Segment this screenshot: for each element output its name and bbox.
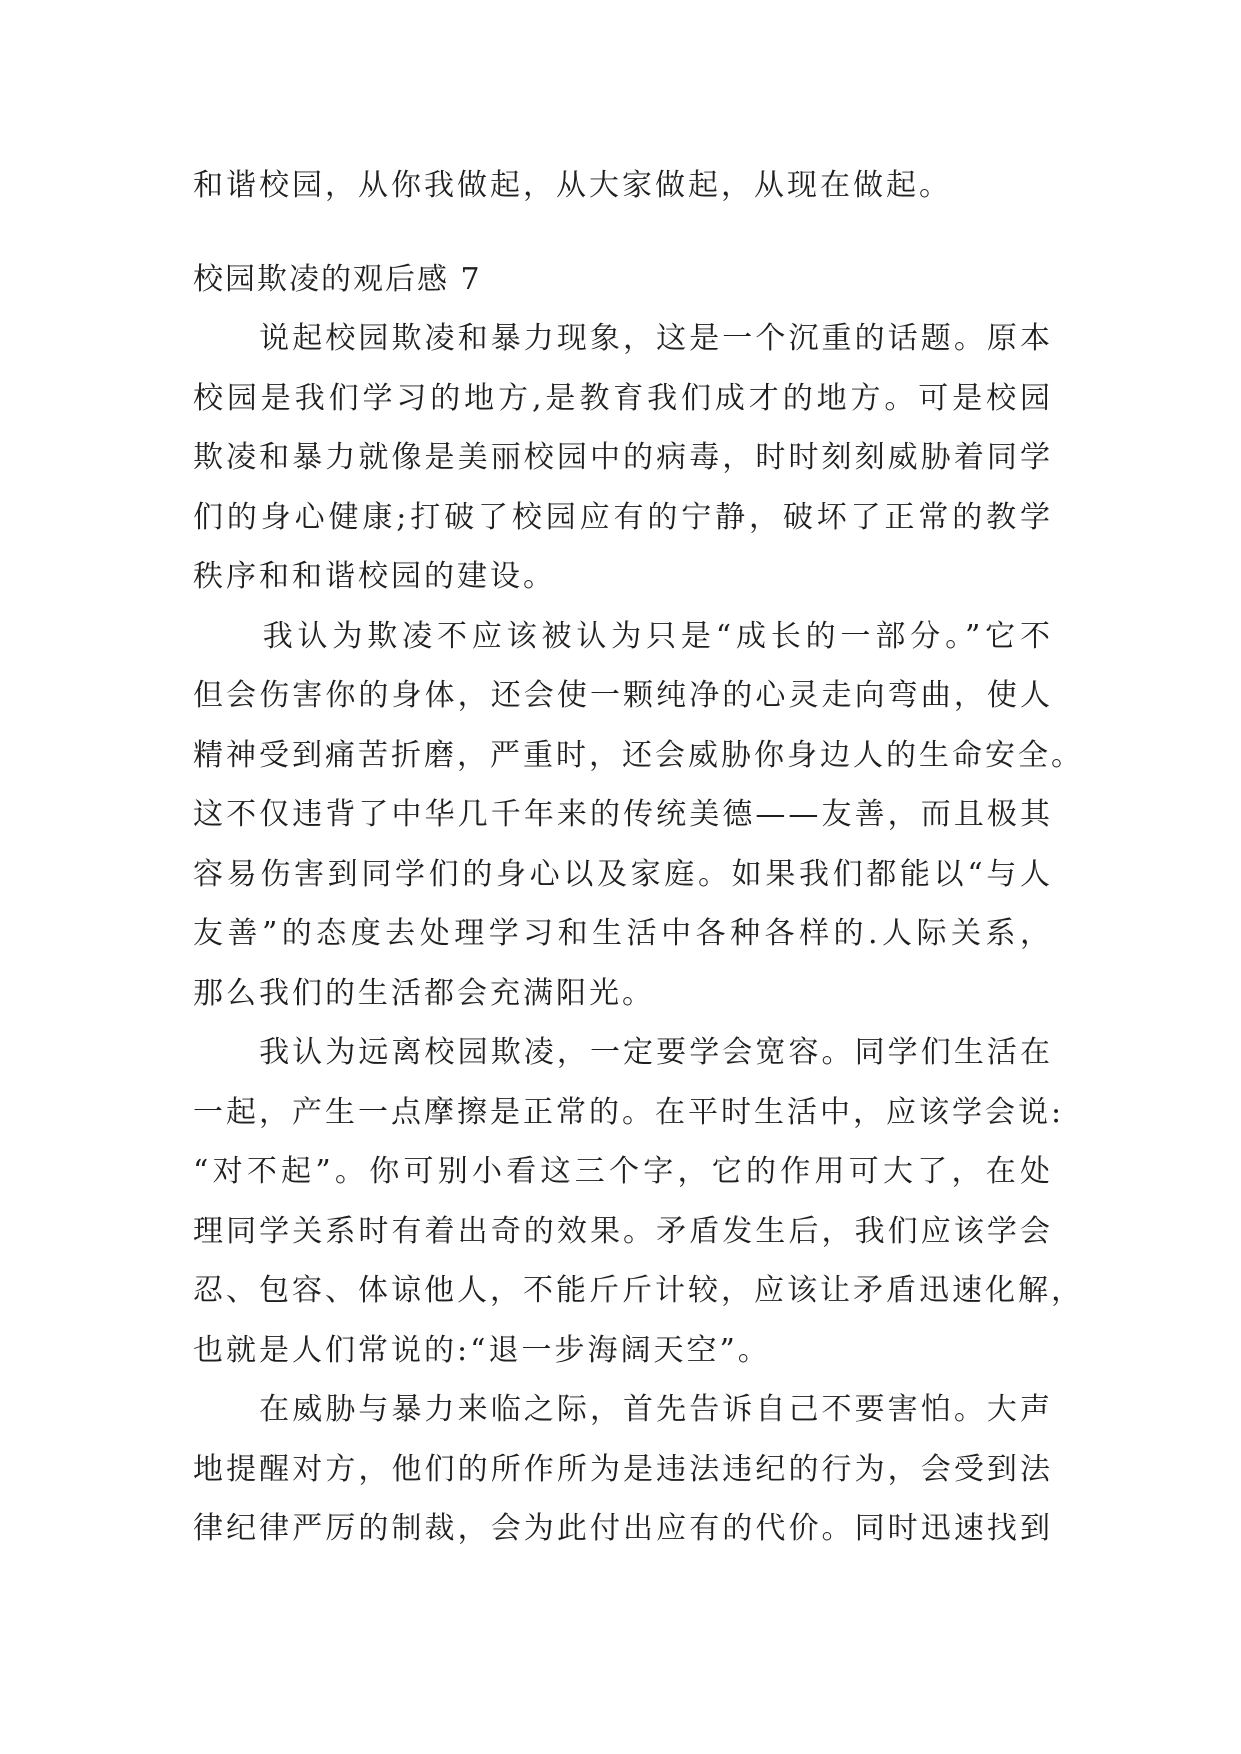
paragraph-line: 律纪律严厉的制裁，会为此付出应有的代价。同时迅速找到	[193, 1511, 1053, 1546]
paragraph-line: 忍、包容、体谅他人，不能斤斤计较，应该让矛盾迅速化解，	[193, 1273, 1084, 1308]
paragraph-2	[193, 607, 1084, 1024]
paragraph-line: 容易伤害到同学们的身心以及家庭。如果我们都能以“与人	[193, 856, 1053, 892]
paragraph-line: 欺凌和暴力就像是美丽校园中的病毒，时时刻刻威胁着同学	[193, 440, 1053, 475]
paragraph-line: 校园是我们学习的地方,是教育我们成才的地方。可是校园	[193, 380, 1053, 416]
paragraph-line: 地提醒对方，他们的所作所为是违法违纪的行为，会受到法	[193, 1451, 1053, 1487]
paragraph-line: “对不起”。你可别小看这三个字，它的作用可大了，在处	[193, 1154, 1053, 1189]
paragraph-line: 我认为远离校园欺凌，一定要学会宽容。同学们生活在	[193, 1035, 1053, 1070]
paragraph-line: 但会伤害你的身体，还会使一颗纯净的心灵走向弯曲，使人	[193, 678, 1053, 713]
paragraph-4	[193, 1380, 1053, 1559]
paragraph-line: 友善”的态度去处理学习和生活中各种各样的.人际关系，	[193, 916, 1053, 951]
paragraph-line: 们的身心健康;打破了校园应有的宁静，破坏了正常的教学	[193, 499, 1053, 535]
document-body	[193, 156, 1084, 1559]
paragraph-line: 理同学关系时有着出奇的效果。矛盾发生后，我们应该学会	[193, 1213, 1053, 1249]
paragraph-line: 秩序和和谐校园的建设。	[193, 559, 556, 594]
paragraph-3	[193, 1023, 1084, 1380]
paragraph-line: 说起校园欺凌和暴力现象，这是一个沉重的话题。原本	[193, 321, 1053, 356]
paragraph-line: 也就是人们常说的:“退一步海阔天空”。	[193, 1332, 771, 1368]
section-title: 校园欺凌的观后感 7	[193, 261, 482, 297]
paragraph-line: 在威胁与暴力来临之际，首先告诉自己不要害怕。大声	[193, 1392, 1053, 1427]
paragraph-line: 我认为欺凌不应该被认为只是“成长的一部分。”它不	[193, 618, 1053, 654]
paragraph-line: 精神受到痛苦折磨，严重时，还会威胁你身边人的生命安全。	[193, 737, 1084, 773]
paragraph-1	[193, 309, 1053, 607]
paragraph-line: 那么我们的生活都会充满阳光。	[193, 975, 655, 1011]
paragraph-line: 一起，产生一点摩擦是正常的。在平时生活中，应该学会说:	[193, 1094, 1065, 1130]
section-spacer	[193, 216, 1053, 250]
intro-line: 和谐校园，从你我做起，从大家做起，从现在做起。	[193, 168, 952, 203]
paragraph-line: 这不仅违背了中华几千年来的传统美德——友善，而且极其	[193, 797, 1053, 832]
